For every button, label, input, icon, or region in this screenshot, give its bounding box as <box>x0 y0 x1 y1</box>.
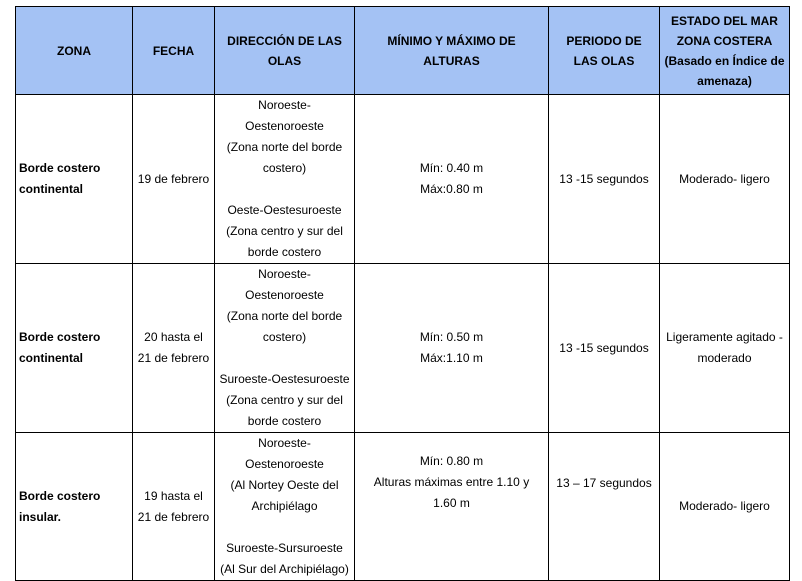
header-periodo: PERIODO DE LAS OLAS <box>549 7 660 95</box>
zona-line: Borde costero <box>19 330 101 344</box>
direccion-line: Noroeste-Oestenoroeste <box>245 436 324 471</box>
direccion-line: borde costero <box>247 414 322 428</box>
direccion-cell <box>215 95 355 264</box>
estado-line: Ligeramente agitado - <box>666 330 783 344</box>
table-row <box>16 433 790 581</box>
fecha-cell <box>133 95 215 264</box>
fecha-line: 21 de febrero <box>137 509 210 524</box>
direccion-line: Noroeste-Oestenoroeste <box>245 98 324 133</box>
header-fecha: FECHA <box>133 7 215 95</box>
estado-line: Moderado- ligero <box>679 499 770 513</box>
table-row <box>16 95 790 264</box>
direccion-line: (Zona norte del borde <box>226 140 343 154</box>
direccion-cell <box>215 264 355 433</box>
zona-line: Borde costero <box>19 488 101 503</box>
wave-forecast-table <box>15 6 790 581</box>
estado-cell <box>660 95 790 264</box>
header-estado-title: ESTADO DEL MAR ZONA COSTERA <box>671 13 778 48</box>
direccion-line: (Zona centro y sur del <box>226 393 343 407</box>
header-direccion: DIRECCIÓN DE LAS OLAS <box>215 7 355 95</box>
zona-line: Borde costero <box>19 161 101 175</box>
header-alturas: MÍNIMO Y MÁXIMO DE ALTURAS <box>355 7 549 95</box>
fecha-line: 19 de febrero <box>137 171 210 186</box>
table-row <box>16 264 790 433</box>
alturas-line: Máx:1.10 m <box>420 351 483 365</box>
direccion-line: costero) <box>262 330 307 344</box>
header-zona: ZONA <box>16 7 133 95</box>
alturas-line: 1.60 m <box>433 496 470 510</box>
alturas-cell <box>355 264 549 433</box>
direccion-line: Suroeste-Oestesuroeste <box>219 372 350 386</box>
fecha-line: 20 hasta el <box>144 330 203 344</box>
alturas-line: Mín: 0.50 m <box>419 330 484 344</box>
header-estado <box>660 7 790 95</box>
direccion-line: Archipiélago <box>251 499 318 513</box>
direccion-line: (Al Nortey Oeste del <box>230 478 339 492</box>
zona-line: insular. <box>19 509 62 524</box>
alturas-line: Alturas máximas entre 1.10 y <box>373 475 530 489</box>
zona-cell <box>16 264 133 433</box>
direccion-spacer <box>219 179 350 200</box>
direccion-cell <box>215 433 355 581</box>
alturas-line: Mín: 0.80 m <box>419 454 484 468</box>
direccion-line: (Al Sur del Archipiélago) <box>220 562 349 576</box>
periodo-cell: 13 – 17 segundos <box>549 433 660 581</box>
header-row <box>16 7 790 95</box>
zona-cell <box>16 433 133 581</box>
periodo-cell: 13 -15 segundos <box>549 95 660 264</box>
fecha-cell <box>133 264 215 433</box>
header-estado-subtitle: (Basado en Índice de amenaza) <box>664 53 785 88</box>
alturas-line: Mín: 0.40 m <box>419 161 484 175</box>
fecha-line: 19 hasta el <box>144 488 203 503</box>
periodo-cell: 13 -15 segundos <box>549 264 660 433</box>
estado-line: Moderado- ligero <box>679 171 770 186</box>
zona-line: continental <box>19 182 84 196</box>
zona-cell <box>16 95 133 264</box>
zona-line: continental <box>19 351 84 365</box>
estado-cell <box>660 264 790 433</box>
fecha-line: 21 de febrero <box>137 351 210 365</box>
direccion-spacer <box>219 517 350 538</box>
direccion-line: Suroeste-Sursuroeste <box>226 541 343 555</box>
alturas-line: Máx:0.80 m <box>420 182 483 196</box>
direccion-line: costero) <box>262 161 307 175</box>
direccion-spacer <box>219 348 350 369</box>
alturas-cell <box>355 433 549 581</box>
estado-line: moderado <box>697 351 752 365</box>
direccion-line: (Zona centro y sur del <box>226 224 343 238</box>
direccion-line: Noroeste-Oestenoroeste <box>245 267 324 302</box>
direccion-line: Oeste-Oestesuroeste <box>227 203 342 217</box>
estado-cell <box>660 433 790 581</box>
direccion-line: (Zona norte del borde <box>226 309 343 323</box>
alturas-cell <box>355 95 549 264</box>
direccion-line: borde costero <box>247 245 322 259</box>
fecha-cell <box>133 433 215 581</box>
